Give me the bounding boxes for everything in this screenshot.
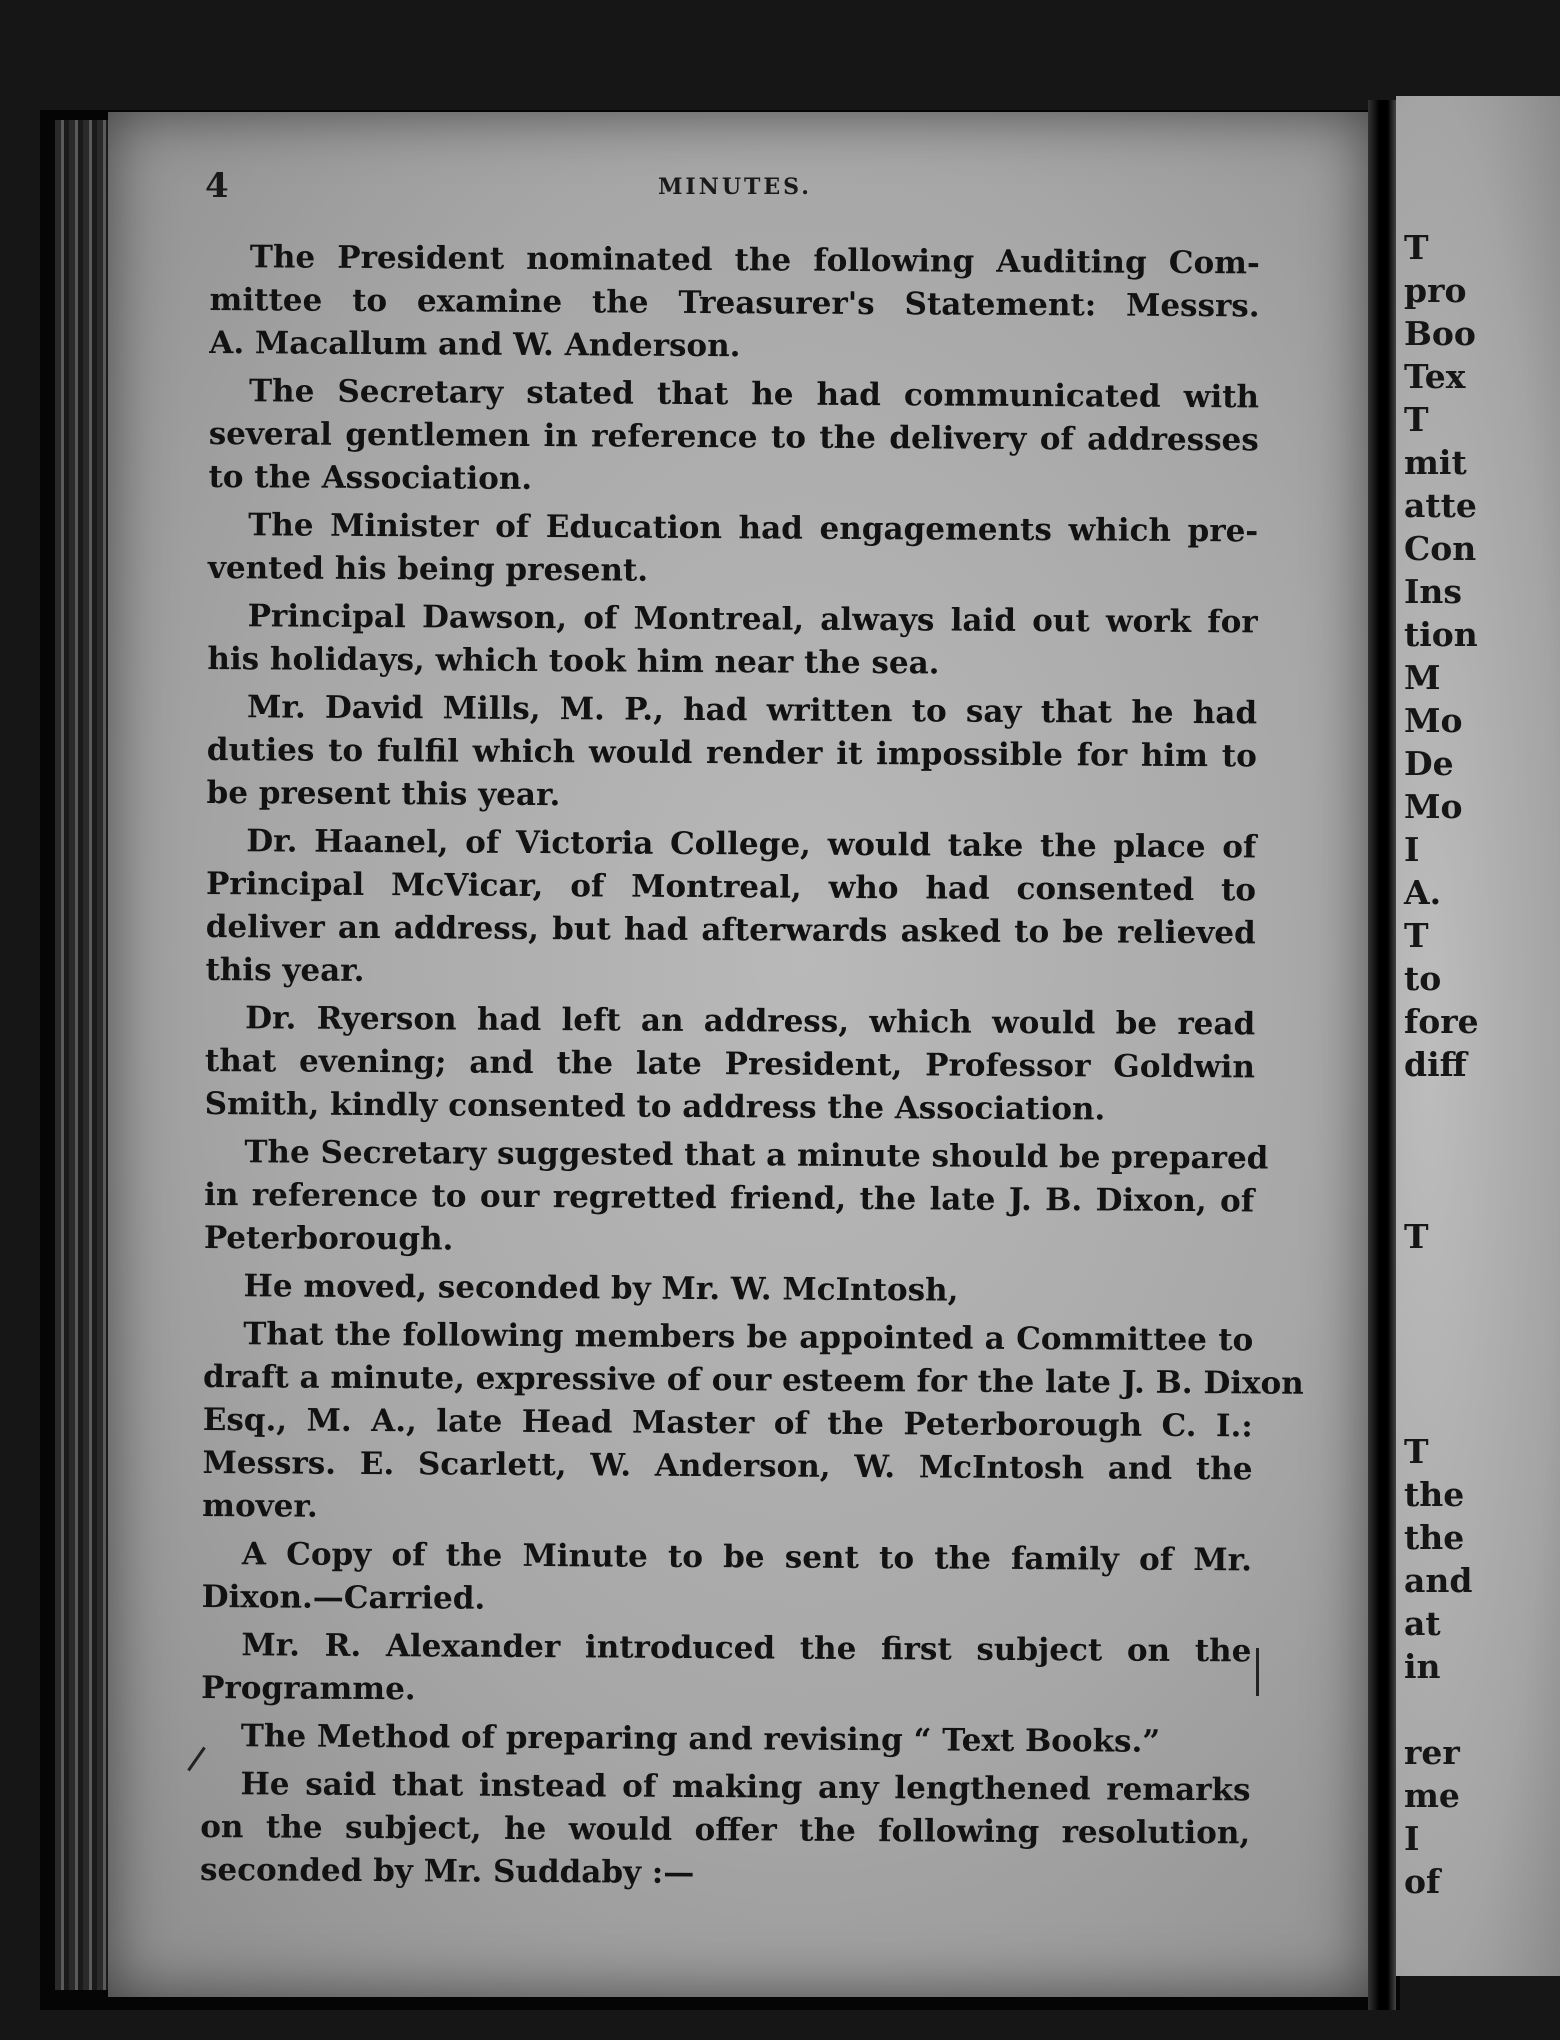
text-line: in reference to our regretted friend, the late J. B. Dixon, of: [204, 1176, 1255, 1220]
text-line: his holidays, which took him near the sea.: [207, 640, 940, 682]
text-line: The Method of preparing and revising “ Text Books.”: [240, 1718, 1161, 1760]
text-line: That the following members be appointed a Committee to: [243, 1316, 1254, 1359]
page-body: [199, 236, 1304, 1903]
text-line: Mr. David Mills, M. P., had written to say that he had: [247, 689, 1258, 732]
text-line: Dixon.—Carried.: [201, 1578, 486, 1617]
facing-page-line: I: [1404, 1819, 1420, 1858]
text-line: duties to fulfil which would render it impossible for him to: [206, 731, 1257, 775]
facing-page-line: pro: [1404, 271, 1467, 310]
facing-page-line: Ins: [1404, 572, 1463, 611]
text-line: Principal Dawson, of Montreal, always laid out work for: [247, 598, 1258, 641]
text-line: A. Macallum and W. Anderson.: [209, 324, 741, 365]
facing-page-line: of: [1404, 1862, 1441, 1901]
text-line: He moved, seconded by Mr. W. McIntosh,: [243, 1268, 959, 1309]
page-header: [205, 166, 1265, 216]
facing-page-line: T: [1404, 228, 1429, 267]
facing-page-line: tion: [1404, 615, 1478, 654]
facing-page-line: [1404, 1129, 1560, 1172]
text-line: Principal McVicar, of Montreal, who had consented to: [205, 865, 1257, 909]
facing-page-line: [1404, 1688, 1560, 1731]
facing-page-line: [1404, 1301, 1560, 1344]
facing-page-line: me: [1404, 1776, 1460, 1815]
facing-page-line: in: [1404, 1647, 1441, 1686]
text-line: The President nominated the following Auditing Com-: [249, 239, 1260, 282]
text-line: this year.: [205, 951, 365, 989]
text-line: Esq., M. A., late Head Master of the Peterborough C. I.:: [202, 1401, 1253, 1445]
paragraph: [202, 1313, 1304, 1534]
facing-page-line: A.: [1404, 873, 1442, 912]
text-line: Dr. Haanel, of Victoria College, would take the place of: [246, 823, 1257, 866]
text-line: mittee to examine the Treasurer's Statement: Messrs.: [209, 281, 1260, 325]
facing-page-line: Boo: [1404, 314, 1476, 353]
facing-page-line: diff: [1404, 1045, 1467, 1084]
paragraph: [203, 1131, 1269, 1266]
facing-page-line: Con: [1404, 529, 1477, 568]
paragraph: [203, 1265, 1253, 1314]
facing-page-line: T: [1404, 916, 1429, 955]
text-line: Messrs. E. Scarlett, W. Anderson, W. McIntosh and the: [202, 1444, 1253, 1488]
facing-page-line: I: [1404, 830, 1420, 869]
text-line: mover.: [202, 1487, 318, 1525]
facing-page-line: [1404, 1387, 1560, 1430]
paragraph: [205, 997, 1256, 1132]
text-line: Dr. Ryerson had left an address, which would be read: [245, 1000, 1256, 1043]
text-line: that evening; and the late President, Professor Goldwin: [204, 1042, 1256, 1086]
text-line: to the Association.: [208, 458, 533, 497]
text-line: seconded by Mr. Suddaby :—: [199, 1851, 695, 1891]
text-line: The Minister of Education had engagements which pre-: [248, 507, 1259, 550]
facing-page-line: De: [1404, 744, 1454, 783]
book-gutter: [1368, 100, 1396, 2010]
page-edges: [55, 120, 115, 1990]
facing-page-line: the: [1404, 1475, 1465, 1514]
text-line: vented his being present.: [207, 549, 649, 589]
facing-page-line: Mo: [1404, 787, 1463, 826]
text-line: several gentlemen in reference to the delivery of addresses: [208, 415, 1259, 459]
pencil-mark: [1256, 1648, 1259, 1696]
paragraph: [201, 1624, 1252, 1716]
facing-page-line: Mo: [1404, 701, 1463, 740]
facing-page-line: M: [1404, 658, 1441, 697]
facing-page-text: [1404, 226, 1560, 1903]
text-line: The Secretary stated that he had communicated with: [248, 373, 1260, 416]
page-number: 4: [205, 166, 229, 206]
paragraph: [202, 1533, 1253, 1625]
paragraph: [200, 1763, 1251, 1898]
facing-page-line: and: [1404, 1561, 1473, 1600]
facing-page-line: rer: [1404, 1733, 1460, 1772]
facing-page-line: [1404, 1086, 1560, 1129]
paragraph: [206, 686, 1257, 821]
text-line: Programme.: [201, 1669, 416, 1708]
facing-page-line: Tex: [1404, 357, 1466, 396]
text-line: on the subject, he would offer the following resolution,: [200, 1808, 1251, 1852]
text-line: deliver an address, but had afterwards asked to be relieved: [205, 908, 1256, 952]
text-line: draft a minute, expressive of our esteem for the late J. B. Dixon: [202, 1358, 1304, 1402]
paragraph: [205, 820, 1256, 998]
text-line: The Secretary suggested that a minute should be prepared: [244, 1134, 1269, 1177]
facing-page-line: [1404, 1344, 1560, 1387]
facing-page-line: the: [1404, 1518, 1465, 1557]
facing-page-line: at: [1404, 1604, 1441, 1643]
text-line: Smith, kindly consented to address the Association.: [204, 1085, 1106, 1128]
facing-page-line: [1404, 1172, 1560, 1215]
facing-page-line: fore: [1404, 1002, 1479, 1041]
text-line: A Copy of the Minute to be sent to the family of Mr.: [241, 1536, 1253, 1579]
facing-page-fragment: [1396, 96, 1560, 1976]
paragraph: [201, 1715, 1251, 1764]
paragraph: [208, 504, 1259, 596]
paragraph: [209, 236, 1260, 371]
facing-page-line: atte: [1404, 486, 1477, 525]
facing-page-line: [1404, 1258, 1560, 1301]
text-line: He said that instead of making any lengthened remarks: [240, 1766, 1251, 1809]
text-line: Mr. R. Alexander introduced the first subject on the: [241, 1627, 1252, 1670]
facing-page-line: T: [1404, 1432, 1429, 1471]
text-line: be present this year.: [206, 774, 561, 814]
paragraph: [207, 595, 1258, 687]
paragraph: [208, 370, 1259, 505]
facing-page-line: to: [1404, 959, 1442, 998]
facing-page-line: T: [1404, 1217, 1429, 1256]
running-head: MINUTES.: [658, 174, 812, 200]
facing-page-line: mit: [1404, 443, 1467, 482]
text-line: Peterborough.: [203, 1219, 454, 1258]
facing-page-line: T: [1404, 400, 1429, 439]
